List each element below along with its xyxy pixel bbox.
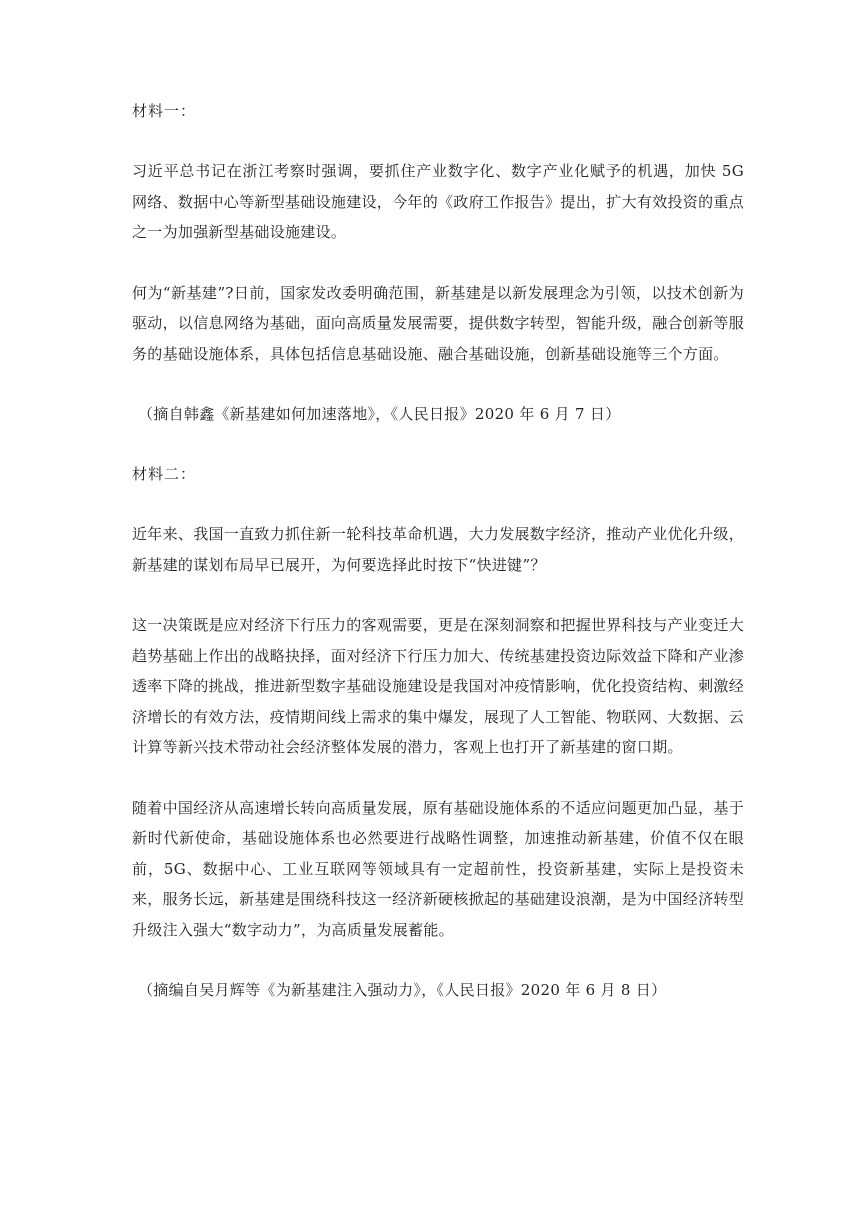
document-page — [132, 96, 744, 1005]
material-two-paragraph-1: 近年来、我国一直致力抓住新一轮科技革命机遇，大力发展数字经济，推动产业优化升级，新基建的谋划布局早已展开，为何要选择此时按下“快进键”？ — [132, 525, 745, 574]
material-two-heading: 材料二： — [132, 465, 197, 483]
material-one-heading: 材料一： — [132, 102, 197, 120]
material-two-paragraph-2: 这一决策既是应对经济下行压力的客观需要，更是在深刻洞察和把握世界科技与产业变迁大趋势基础上作出的战略抉择，面对经济下行压力加大、传统基建投资边际效益下降和产业渗透率下降的挑战，推进新型数字基础设施建设是我国对冲疫情影响，优化投资结构、刺激经济增长的有效方法，疫情期间线上需求的集中爆发，展现了人工智能、物联网、大数据、云计算等新兴技术带动社会经济整体发展的潜力，客观上也打开了新基建的窗口期。 — [132, 616, 745, 756]
material-one-paragraph-2: 何为“新基建”?日前，国家发改委明确范围，新基建是以新发展理念为引领，以技术创新为驱动，以信息网络为基础，面向高质量发展需要，提供数字转型，智能升级，融合创新等服务的基础设施体系，具体包括信息基础设施、融合基础设施，创新基础设施等三个方面。 — [132, 283, 745, 363]
material-two-paragraph-3: 随着中国经济从高速增长转向高质量发展，原有基础设施体系的不适应问题更加凸显，基于新时代新使命，基础设施体系也必然要进行战略性调整，加速推动新基建，价值不仅在眼前，5G、数据中心、工业互联网等领域具有一定超前性，投资新基建，实际上是投资未来，服务长远，新基建是围绕科技这一经济新硬核掀起的基础建设浪潮，是为中国经济转型升级注入强大“数字动力”，为高质量发展蓄能。 — [132, 798, 745, 939]
material-two-source: （摘编自吴月辉等《为新基建注入强动力》，《人民日报》2020 年 6 月 8 日） — [138, 981, 667, 999]
material-one-source: （摘自韩鑫《新基建如何加速落地》，《人民日报》2020 年 6 月 7 日） — [138, 405, 621, 423]
material-one-paragraph-1: 习近平总书记在浙江考察时强调，要抓住产业数字化、数字产业化赋予的机遇，加快 5G 网络、数据中心等新型基础设施建设，今年的《政府工作报告》提出，扩大有效投资的重点之一为加强新型基础设施建设。 — [132, 162, 745, 241]
